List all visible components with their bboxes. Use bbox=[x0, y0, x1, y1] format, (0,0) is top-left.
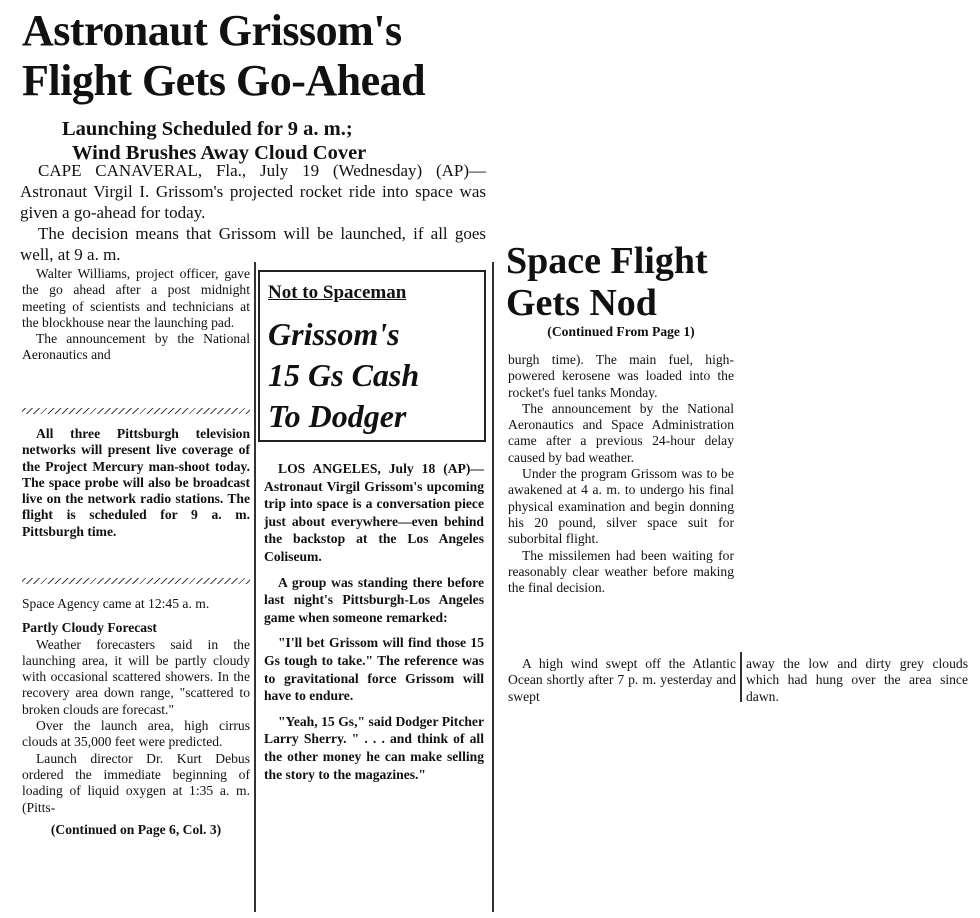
jump-headline-line-2: Gets Nod bbox=[506, 282, 657, 324]
article-paragraph: The missilemen had been waiting for reasonably clear weather before making the final decision. bbox=[508, 547, 734, 596]
box-headline-line-1: Grissom's bbox=[268, 316, 400, 352]
article-paragraph: burgh time). The main fuel, high-powered kerosene was loaded into the rocket's fuel tanks Monday. bbox=[508, 352, 734, 400]
lead-paragraphs bbox=[20, 160, 486, 265]
continuation-text: Space Agency came at 12:45 a. m. bbox=[22, 596, 210, 611]
subheadline-line-1: Launching Scheduled for 9 a. m.; bbox=[62, 118, 353, 140]
article-paragraph: The announcement by the National Aeronautics and Space Administration came after a previous 24-hour delay caused by bad weather. bbox=[508, 400, 734, 465]
article-paragraph: LOS ANGELES, July 18 (AP)—Astronaut Virgil Grissom's upcoming trip into space is a conversation piece just about everywhere—even behind the backstop at the Los Angeles Coliseum. bbox=[264, 461, 484, 564]
article-paragraph: "Yeah, 15 Gs," said Dodger Pitcher Larry Sherry. " . . . and think of all the other money he can make selling the story to the magazines." bbox=[264, 713, 484, 782]
notice-text: All three Pittsburgh television networks will present live coverage of the Project Mercury man-shoot today. The space probe will also be broadcast live on the network radio stations. The flight is scheduled for 9 a. m. Pittsburgh time. bbox=[22, 426, 250, 539]
main-headline bbox=[22, 6, 492, 106]
tv-coverage-notice bbox=[22, 426, 250, 540]
sidebar-box bbox=[258, 270, 486, 442]
jump-story-body bbox=[508, 352, 734, 596]
forecast-subhead: Partly Cloudy Forecast bbox=[22, 620, 157, 636]
main-headline-line-2: Flight Gets Go-Ahead bbox=[22, 56, 426, 105]
article-paragraph: The announcement by the National Aeronautics and bbox=[22, 331, 250, 363]
box-kicker: Not to Spaceman bbox=[268, 282, 407, 303]
article-paragraph: away the low and dirty grey clouds which had hung over the area since dawn. bbox=[746, 656, 968, 704]
column-2 bbox=[264, 460, 484, 783]
article-paragraph: Weather forecasters said in the launching area, it will be partly cloudy with occasional scattered showers. In the recovery area down range, "scattered to broken clouds are forecast." bbox=[22, 636, 250, 717]
wind-paragraph-right bbox=[746, 656, 968, 705]
main-headline-line-1: Astronaut Grissom's bbox=[22, 6, 402, 55]
wavy-rule bbox=[22, 408, 250, 414]
column-1-top bbox=[22, 266, 250, 364]
lead-paragraph: The decision means that Grissom will be launched, if all goes well, at 9 a. m. bbox=[20, 224, 486, 264]
article-paragraph: A high wind swept off the Atlantic Ocean shortly after 7 p. m. yesterday and swept bbox=[508, 656, 736, 704]
article-paragraph: Over the launch area, high cirrus clouds at 35,000 feet were predicted. bbox=[22, 718, 250, 750]
column-1-bottom bbox=[22, 596, 250, 838]
subheadline-line-2: Wind Brushes Away Cloud Cover bbox=[72, 142, 367, 164]
column-rule bbox=[740, 652, 742, 702]
column-rule bbox=[254, 262, 256, 912]
box-headline-line-2: 15 Gs Cash bbox=[268, 357, 420, 393]
article-paragraph: Walter Williams, project officer, gave the go ahead after a post midnight meeting of scientists and technicians at the blockhouse near the launching pad. bbox=[22, 266, 250, 330]
subheadline bbox=[62, 117, 482, 165]
wind-paragraph-left bbox=[508, 656, 736, 705]
jump-line: (Continued on Page 6, Col. 3) bbox=[50, 821, 222, 837]
article-paragraph: "I'll bet Grissom will find those 15 Gs tough to take." The reference was to gravitational force Grissom will have to endure. bbox=[264, 635, 484, 704]
box-headline bbox=[268, 314, 480, 437]
column-rule bbox=[492, 262, 494, 912]
continued-from-line: (Continued From Page 1) bbox=[547, 324, 695, 339]
box-headline-line-3: To Dodger bbox=[268, 398, 407, 434]
wavy-rule bbox=[22, 578, 250, 584]
lead-paragraph: CAPE CANAVERAL, Fla., July 19 (Wednesday) (AP)—Astronaut Virgil I. Grissom's projected rocket ride into space was given a go-ahead for today. bbox=[20, 161, 486, 222]
article-paragraph: Under the program Grissom was to be awakened at 4 a. m. to undergo his final physical examination and begin donning his 20 pound, silver space suit for suborbital flight. bbox=[508, 466, 734, 547]
article-paragraph: Launch director Dr. Kurt Debus ordered the immediate beginning of loading of liquid oxygen at 1:35 a. m. (Pitts- bbox=[22, 750, 250, 815]
article-paragraph: A group was standing there before last night's Pittsburgh-Los Angeles game when someone remarked: bbox=[264, 574, 484, 625]
jump-headline-line-1: Space Flight bbox=[506, 240, 708, 282]
jump-story-headline bbox=[506, 240, 766, 324]
